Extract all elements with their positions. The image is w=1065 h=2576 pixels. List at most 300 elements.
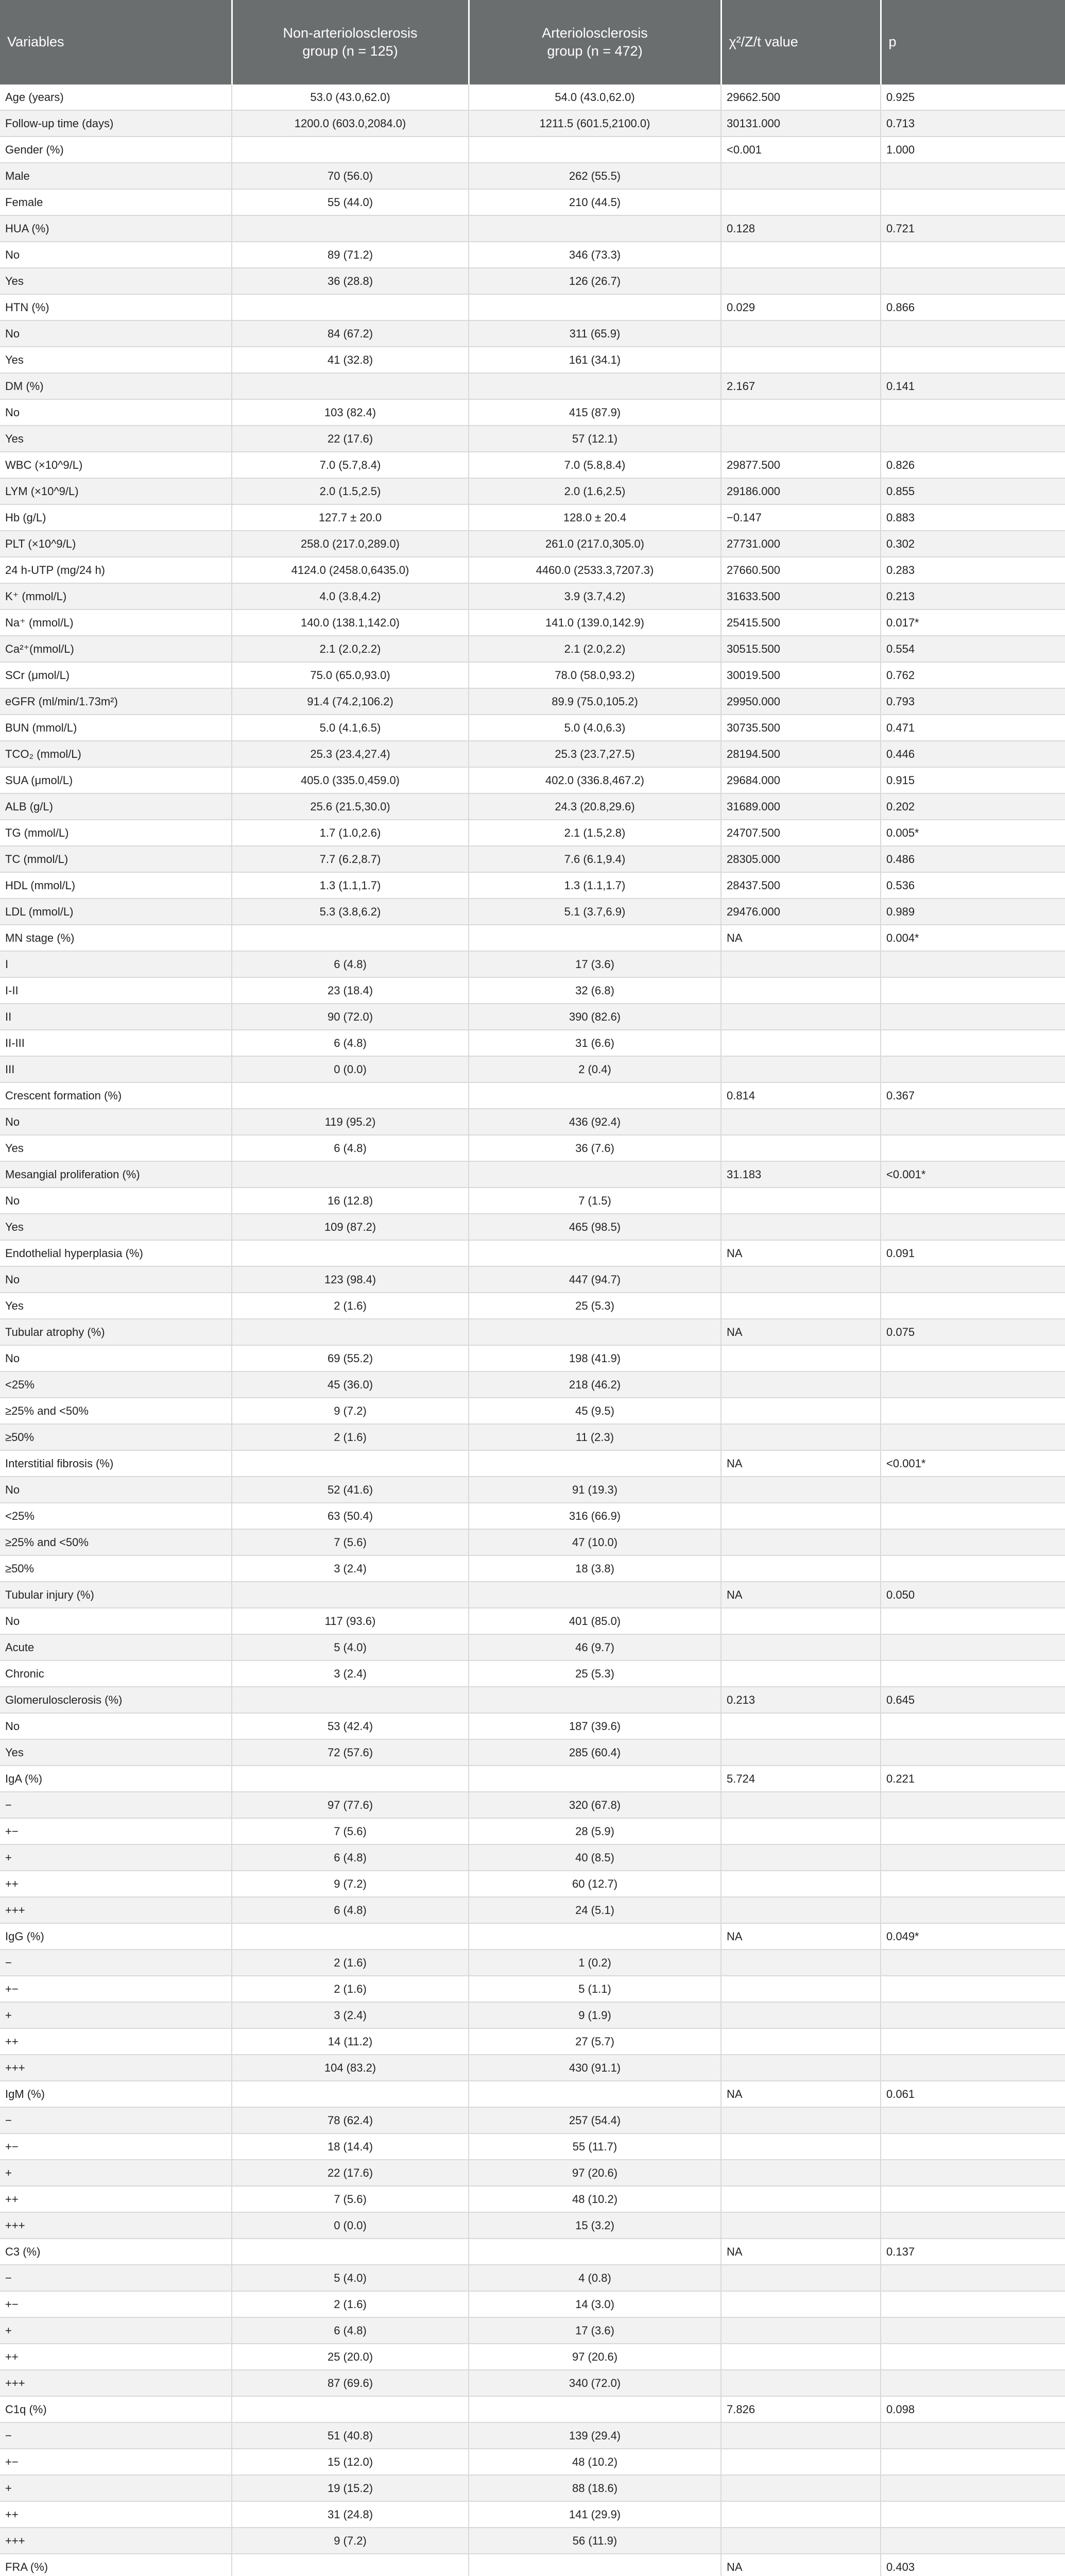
p-value-cell	[881, 399, 1065, 426]
statistic-cell	[721, 1871, 881, 1897]
statistic-cell: NA	[721, 1319, 881, 1345]
table-row	[0, 1687, 1065, 1713]
variable-cell: No	[0, 1345, 232, 1371]
table-row	[0, 1240, 1065, 1266]
variable-cell: FRA (%)	[0, 2554, 232, 2576]
variable-cell: No	[0, 1188, 232, 1214]
table-subrow	[0, 977, 1065, 1004]
p-value-cell	[881, 1266, 1065, 1293]
p-value-cell: 0.302	[881, 531, 1065, 557]
variable-cell: I-II	[0, 977, 232, 1004]
statistic-cell	[721, 1371, 881, 1398]
variable-cell: +++	[0, 2370, 232, 2396]
table-row	[0, 452, 1065, 478]
non-arteriolosclerosis-cell: 19 (15.2)	[232, 2475, 469, 2501]
arteriolosclerosis-cell: 5 (1.1)	[469, 1976, 721, 2002]
non-arteriolosclerosis-cell: 72 (57.6)	[232, 1739, 469, 1766]
table-row	[0, 2239, 1065, 2265]
table-subrow	[0, 1844, 1065, 1871]
statistic-cell	[721, 189, 881, 215]
statistic-cell	[721, 1056, 881, 1082]
arteriolosclerosis-cell: 128.0 ± 20.4	[469, 504, 721, 531]
table-subrow	[0, 2501, 1065, 2528]
statistic-cell: 24707.500	[721, 820, 881, 846]
statistic-cell	[721, 1424, 881, 1450]
variable-cell: Acute	[0, 1634, 232, 1660]
non-arteriolosclerosis-cell: 51 (40.8)	[232, 2422, 469, 2449]
non-arteriolosclerosis-cell	[232, 294, 469, 320]
non-arteriolosclerosis-cell: 0 (0.0)	[232, 2212, 469, 2239]
non-arteriolosclerosis-cell: 3 (2.4)	[232, 2002, 469, 2028]
non-arteriolosclerosis-cell: 31 (24.8)	[232, 2501, 469, 2528]
table-subrow	[0, 2107, 1065, 2133]
arteriolosclerosis-cell: 1 (0.2)	[469, 1950, 721, 1976]
table-row	[0, 872, 1065, 899]
p-value-cell	[881, 1214, 1065, 1240]
p-value-cell: 0.137	[881, 2239, 1065, 2265]
statistic-cell	[721, 2475, 881, 2501]
variable-cell: Na⁺ (mmol/L)	[0, 609, 232, 636]
variable-cell: −	[0, 2107, 232, 2133]
variable-cell: No	[0, 399, 232, 426]
statistic-cell	[721, 1713, 881, 1739]
arteriolosclerosis-cell: 4 (0.8)	[469, 2265, 721, 2291]
statistic-cell: 30515.500	[721, 636, 881, 662]
arteriolosclerosis-cell: 40 (8.5)	[469, 1844, 721, 1871]
table-subrow	[0, 2344, 1065, 2370]
variable-cell: No	[0, 1477, 232, 1503]
table-subrow	[0, 426, 1065, 452]
p-value-cell: 0.091	[881, 1240, 1065, 1266]
p-value-cell: 0.283	[881, 557, 1065, 583]
p-value-cell	[881, 2528, 1065, 2554]
non-arteriolosclerosis-cell: 75.0 (65.0,93.0)	[232, 662, 469, 688]
table-row	[0, 1319, 1065, 1345]
p-value-cell	[881, 2265, 1065, 2291]
non-arteriolosclerosis-cell: 7.7 (6.2,8.7)	[232, 846, 469, 872]
non-arteriolosclerosis-cell	[232, 137, 469, 163]
table-subrow	[0, 2186, 1065, 2212]
non-arteriolosclerosis-cell	[232, 1240, 469, 1266]
arteriolosclerosis-cell	[469, 215, 721, 242]
statistic-cell: NA	[721, 1240, 881, 1266]
arteriolosclerosis-cell: 17 (3.6)	[469, 2317, 721, 2344]
arteriolosclerosis-cell: 126 (26.7)	[469, 268, 721, 294]
header-statistic-value: χ²/Z/t value	[721, 0, 881, 84]
non-arteriolosclerosis-cell: 25 (20.0)	[232, 2344, 469, 2370]
p-value-cell: 0.721	[881, 215, 1065, 242]
arteriolosclerosis-cell: 88 (18.6)	[469, 2475, 721, 2501]
non-arteriolosclerosis-cell: 2.1 (2.0,2.2)	[232, 636, 469, 662]
table-subrow	[0, 163, 1065, 189]
variable-cell: No	[0, 320, 232, 347]
arteriolosclerosis-cell: 141.0 (139.0,142.9)	[469, 609, 721, 636]
non-arteriolosclerosis-cell: 22 (17.6)	[232, 426, 469, 452]
variable-cell: +++	[0, 1897, 232, 1923]
statistic-cell	[721, 2265, 881, 2291]
table-subrow	[0, 2422, 1065, 2449]
variable-cell: IgA (%)	[0, 1766, 232, 1792]
non-arteriolosclerosis-cell: 89 (71.2)	[232, 242, 469, 268]
non-arteriolosclerosis-cell: 9 (7.2)	[232, 2528, 469, 2554]
statistic-cell	[721, 1555, 881, 1582]
non-arteriolosclerosis-cell: 405.0 (335.0,459.0)	[232, 767, 469, 793]
non-arteriolosclerosis-cell: 87 (69.6)	[232, 2370, 469, 2396]
variable-cell: HTN (%)	[0, 294, 232, 320]
p-value-cell	[881, 242, 1065, 268]
header-row	[0, 0, 1065, 84]
arteriolosclerosis-cell: 1.3 (1.1,1.7)	[469, 872, 721, 899]
non-arteriolosclerosis-cell: 52 (41.6)	[232, 1477, 469, 1503]
p-value-cell: <0.001*	[881, 1161, 1065, 1188]
statistic-cell: 2.167	[721, 373, 881, 399]
p-value-cell: 0.536	[881, 872, 1065, 899]
non-arteriolosclerosis-cell: 5.0 (4.1,6.5)	[232, 715, 469, 741]
statistic-cell	[721, 1529, 881, 1555]
statistic-cell	[721, 2370, 881, 2396]
arteriolosclerosis-cell: 97 (20.6)	[469, 2344, 721, 2370]
p-value-cell: 0.925	[881, 84, 1065, 110]
table-body	[0, 84, 1065, 2576]
table-row	[0, 84, 1065, 110]
statistic-cell: 0.814	[721, 1082, 881, 1109]
statistic-cell	[721, 1266, 881, 1293]
table-subrow	[0, 1030, 1065, 1056]
table-subrow	[0, 1398, 1065, 1424]
p-value-cell: 0.793	[881, 688, 1065, 715]
p-value-cell	[881, 347, 1065, 373]
table-row	[0, 899, 1065, 925]
variable-cell: ++	[0, 2186, 232, 2212]
non-arteriolosclerosis-cell: 23 (18.4)	[232, 977, 469, 1004]
arteriolosclerosis-cell: 9 (1.9)	[469, 2002, 721, 2028]
p-value-cell	[881, 2133, 1065, 2160]
statistic-cell	[721, 1844, 881, 1871]
table-subrow	[0, 189, 1065, 215]
table-row	[0, 1450, 1065, 1477]
arteriolosclerosis-cell: 48 (10.2)	[469, 2186, 721, 2212]
table-subrow	[0, 2370, 1065, 2396]
statistic-cell: 31689.000	[721, 793, 881, 820]
variable-cell: Mesangial proliferation (%)	[0, 1161, 232, 1188]
table-subrow	[0, 2291, 1065, 2317]
table-subrow	[0, 2133, 1065, 2160]
table-subrow	[0, 1634, 1065, 1660]
table-subrow	[0, 1713, 1065, 1739]
statistic-cell: 29186.000	[721, 478, 881, 504]
p-value-cell	[881, 2212, 1065, 2239]
statistic-cell: 28437.500	[721, 872, 881, 899]
arteriolosclerosis-cell: 7.0 (5.8,8.4)	[469, 452, 721, 478]
table-subrow	[0, 1818, 1065, 1844]
p-value-cell	[881, 1109, 1065, 1135]
header-non-arteriolosclerosis-group	[232, 0, 469, 84]
non-arteriolosclerosis-cell: 103 (82.4)	[232, 399, 469, 426]
p-value-cell: 0.866	[881, 294, 1065, 320]
arteriolosclerosis-cell: 161 (34.1)	[469, 347, 721, 373]
arteriolosclerosis-cell: 218 (46.2)	[469, 1371, 721, 1398]
non-arteriolosclerosis-cell: 25.6 (21.5,30.0)	[232, 793, 469, 820]
p-value-cell	[881, 1818, 1065, 1844]
variable-cell: Follow-up time (days)	[0, 110, 232, 137]
statistic-cell	[721, 426, 881, 452]
non-arteriolosclerosis-cell: 90 (72.0)	[232, 1004, 469, 1030]
arteriolosclerosis-cell: 2.1 (2.0,2.2)	[469, 636, 721, 662]
non-arteriolosclerosis-cell	[232, 1161, 469, 1188]
table-row	[0, 1923, 1065, 1950]
table-subrow	[0, 2475, 1065, 2501]
table-row	[0, 609, 1065, 636]
non-arteriolosclerosis-cell: 3 (2.4)	[232, 1555, 469, 1582]
variable-cell: ++	[0, 2501, 232, 2528]
table-subrow	[0, 2528, 1065, 2554]
p-value-cell	[881, 1871, 1065, 1897]
arteriolosclerosis-cell: 24 (5.1)	[469, 1897, 721, 1923]
arteriolosclerosis-cell: 91 (19.3)	[469, 1477, 721, 1503]
non-arteriolosclerosis-cell: 69 (55.2)	[232, 1345, 469, 1371]
header-arteriolosclerosis-group	[469, 0, 721, 84]
statistic-cell: 25415.500	[721, 609, 881, 636]
variable-cell: II-III	[0, 1030, 232, 1056]
p-value-cell	[881, 2475, 1065, 2501]
statistic-cell	[721, 1976, 881, 2002]
table-subrow	[0, 1555, 1065, 1582]
arteriolosclerosis-cell: 4460.0 (2533.3,7207.3)	[469, 557, 721, 583]
non-arteriolosclerosis-cell	[232, 925, 469, 951]
variable-cell: 24 h-UTP (mg/24 h)	[0, 557, 232, 583]
variable-cell: ≥50%	[0, 1424, 232, 1450]
non-arteriolosclerosis-cell: 2 (1.6)	[232, 1950, 469, 1976]
p-value-cell	[881, 2291, 1065, 2317]
arteriolosclerosis-cell: 402.0 (336.8,467.2)	[469, 767, 721, 793]
statistic-cell	[721, 242, 881, 268]
variable-cell: LDL (mmol/L)	[0, 899, 232, 925]
statistic-cell: −0.147	[721, 504, 881, 531]
variable-cell: C1q (%)	[0, 2396, 232, 2422]
variable-cell: +	[0, 2160, 232, 2186]
arteriolosclerosis-cell	[469, 2081, 721, 2107]
statistic-cell	[721, 2422, 881, 2449]
p-value-cell: 0.989	[881, 899, 1065, 925]
variable-cell: Ca²⁺(mmol/L)	[0, 636, 232, 662]
variable-cell: Endothelial hyperplasia (%)	[0, 1240, 232, 1266]
table-subrow	[0, 320, 1065, 347]
statistic-cell: 30019.500	[721, 662, 881, 688]
arteriolosclerosis-cell	[469, 373, 721, 399]
variable-cell: LYM (×10^9/L)	[0, 478, 232, 504]
table-subrow	[0, 2212, 1065, 2239]
variable-cell: DM (%)	[0, 373, 232, 399]
variable-cell: −	[0, 2265, 232, 2291]
variable-cell: No	[0, 1109, 232, 1135]
table-subrow	[0, 2028, 1065, 2055]
statistic-cell: 27731.000	[721, 531, 881, 557]
p-value-cell: 0.645	[881, 1687, 1065, 1713]
table-subrow	[0, 242, 1065, 268]
p-value-cell	[881, 1030, 1065, 1056]
non-arteriolosclerosis-cell: 6 (4.8)	[232, 1844, 469, 1871]
table-subrow	[0, 1660, 1065, 1687]
arteriolosclerosis-cell: 18 (3.8)	[469, 1555, 721, 1582]
table-subrow	[0, 1739, 1065, 1766]
table-row	[0, 793, 1065, 820]
statistic-cell	[721, 2344, 881, 2370]
p-value-cell	[881, 2055, 1065, 2081]
variable-cell: +	[0, 2317, 232, 2344]
statistic-cell: 0.213	[721, 1687, 881, 1713]
variable-cell: PLT (×10^9/L)	[0, 531, 232, 557]
statistic-cell	[721, 1608, 881, 1634]
p-value-cell	[881, 1660, 1065, 1687]
variable-cell: +++	[0, 2055, 232, 2081]
table-subrow	[0, 1214, 1065, 1240]
statistic-cell	[721, 2501, 881, 2528]
non-arteriolosclerosis-cell: 53 (42.4)	[232, 1713, 469, 1739]
arteriolosclerosis-cell: 31 (6.6)	[469, 1030, 721, 1056]
table-row	[0, 110, 1065, 137]
non-arteriolosclerosis-cell: 4.0 (3.8,4.2)	[232, 583, 469, 609]
table-row	[0, 688, 1065, 715]
statistic-cell: NA	[721, 2239, 881, 2265]
p-value-cell	[881, 2370, 1065, 2396]
variable-cell: BUN (mmol/L)	[0, 715, 232, 741]
non-arteriolosclerosis-cell	[232, 1450, 469, 1477]
variable-cell: SUA (μmol/L)	[0, 767, 232, 793]
statistic-cell: 0.128	[721, 215, 881, 242]
non-arteriolosclerosis-cell: 0 (0.0)	[232, 1056, 469, 1082]
arteriolosclerosis-cell	[469, 1766, 721, 1792]
non-arteriolosclerosis-cell: 3 (2.4)	[232, 1660, 469, 1687]
non-arteriolosclerosis-cell	[232, 1923, 469, 1950]
table-subrow	[0, 1135, 1065, 1161]
arteriolosclerosis-cell	[469, 1687, 721, 1713]
arteriolosclerosis-cell: 316 (66.9)	[469, 1503, 721, 1529]
arteriolosclerosis-cell: 32 (6.8)	[469, 977, 721, 1004]
p-value-cell: 0.202	[881, 793, 1065, 820]
arteriolosclerosis-cell: 55 (11.7)	[469, 2133, 721, 2160]
variable-cell: ++	[0, 1871, 232, 1897]
arteriolosclerosis-cell	[469, 2554, 721, 2576]
non-arteriolosclerosis-cell: 6 (4.8)	[232, 1897, 469, 1923]
p-value-cell	[881, 1004, 1065, 1030]
p-value-cell: 0.855	[881, 478, 1065, 504]
variable-cell: Yes	[0, 347, 232, 373]
variable-cell: TG (mmol/L)	[0, 820, 232, 846]
statistic-cell: 29476.000	[721, 899, 881, 925]
statistic-cell	[721, 1398, 881, 1424]
variable-cell: Yes	[0, 1739, 232, 1766]
arteriolosclerosis-cell: 11 (2.3)	[469, 1424, 721, 1450]
statistic-cell: 27660.500	[721, 557, 881, 583]
variable-cell: Hb (g/L)	[0, 504, 232, 531]
table-row	[0, 215, 1065, 242]
statistic-cell: 31.183	[721, 1161, 881, 1188]
arteriolosclerosis-cell	[469, 1161, 721, 1188]
arteriolosclerosis-cell: 401 (85.0)	[469, 1608, 721, 1634]
table-subrow	[0, 1950, 1065, 1976]
statistic-cell: 7.826	[721, 2396, 881, 2422]
header-arteriolosclerosis-line2: group (n = 472)	[547, 43, 643, 59]
non-arteriolosclerosis-cell: 55 (44.0)	[232, 189, 469, 215]
arteriolosclerosis-cell: 97 (20.6)	[469, 2160, 721, 2186]
table-subrow	[0, 2160, 1065, 2186]
variable-cell: +−	[0, 2449, 232, 2475]
non-arteriolosclerosis-cell	[232, 1082, 469, 1109]
non-arteriolosclerosis-cell	[232, 2239, 469, 2265]
arteriolosclerosis-cell: 187 (39.6)	[469, 1713, 721, 1739]
variable-cell: HDL (mmol/L)	[0, 872, 232, 899]
variable-cell: II	[0, 1004, 232, 1030]
arteriolosclerosis-cell: 17 (3.6)	[469, 951, 721, 977]
arteriolosclerosis-cell: 89.9 (75.0,105.2)	[469, 688, 721, 715]
statistic-cell	[721, 2028, 881, 2055]
variable-cell: No	[0, 1608, 232, 1634]
non-arteriolosclerosis-cell	[232, 1687, 469, 1713]
header-p-value: p	[881, 0, 1065, 84]
statistic-cell: 31633.500	[721, 583, 881, 609]
variable-cell: Tubular injury (%)	[0, 1582, 232, 1608]
variable-cell: +−	[0, 1818, 232, 1844]
statistic-cell	[721, 1897, 881, 1923]
non-arteriolosclerosis-cell: 22 (17.6)	[232, 2160, 469, 2186]
table-subrow	[0, 1293, 1065, 1319]
non-arteriolosclerosis-cell: 9 (7.2)	[232, 1398, 469, 1424]
table-subrow	[0, 1976, 1065, 2002]
table-subrow	[0, 347, 1065, 373]
non-arteriolosclerosis-cell	[232, 373, 469, 399]
non-arteriolosclerosis-cell: 36 (28.8)	[232, 268, 469, 294]
non-arteriolosclerosis-cell: 6 (4.8)	[232, 2317, 469, 2344]
p-value-cell	[881, 2422, 1065, 2449]
p-value-cell	[881, 1739, 1065, 1766]
statistic-cell	[721, 2528, 881, 2554]
variable-cell: SCr (μmol/L)	[0, 662, 232, 688]
non-arteriolosclerosis-cell: 6 (4.8)	[232, 1030, 469, 1056]
arteriolosclerosis-cell: 56 (11.9)	[469, 2528, 721, 2554]
statistic-cell	[721, 399, 881, 426]
statistic-cell	[721, 1004, 881, 1030]
variable-cell: +−	[0, 2133, 232, 2160]
variable-cell: +	[0, 2475, 232, 2501]
variable-cell: +−	[0, 2291, 232, 2317]
variable-cell: III	[0, 1056, 232, 1082]
p-value-cell	[881, 2344, 1065, 2370]
arteriolosclerosis-cell: 1211.5 (601.5,2100.0)	[469, 110, 721, 137]
statistic-cell: NA	[721, 2081, 881, 2107]
arteriolosclerosis-cell: 2 (0.4)	[469, 1056, 721, 1082]
variable-cell: ++	[0, 2344, 232, 2370]
arteriolosclerosis-cell: 311 (65.9)	[469, 320, 721, 347]
variable-cell: −	[0, 2422, 232, 2449]
p-value-cell	[881, 1398, 1065, 1424]
non-arteriolosclerosis-cell: 117 (93.6)	[232, 1608, 469, 1634]
non-arteriolosclerosis-cell: 258.0 (217.0,289.0)	[232, 531, 469, 557]
non-arteriolosclerosis-cell: 119 (95.2)	[232, 1109, 469, 1135]
p-value-cell: 0.049*	[881, 1923, 1065, 1950]
table-row	[0, 715, 1065, 741]
variable-cell: Yes	[0, 1293, 232, 1319]
arteriolosclerosis-cell	[469, 1923, 721, 1950]
p-value-cell: 0.061	[881, 2081, 1065, 2107]
table-subrow	[0, 268, 1065, 294]
statistic-cell	[721, 1109, 881, 1135]
non-arteriolosclerosis-cell: 97 (77.6)	[232, 1792, 469, 1818]
table-subrow	[0, 1109, 1065, 1135]
variable-cell: ≥50%	[0, 1555, 232, 1582]
non-arteriolosclerosis-cell: 70 (56.0)	[232, 163, 469, 189]
arteriolosclerosis-cell	[469, 1240, 721, 1266]
table-subrow	[0, 1188, 1065, 1214]
